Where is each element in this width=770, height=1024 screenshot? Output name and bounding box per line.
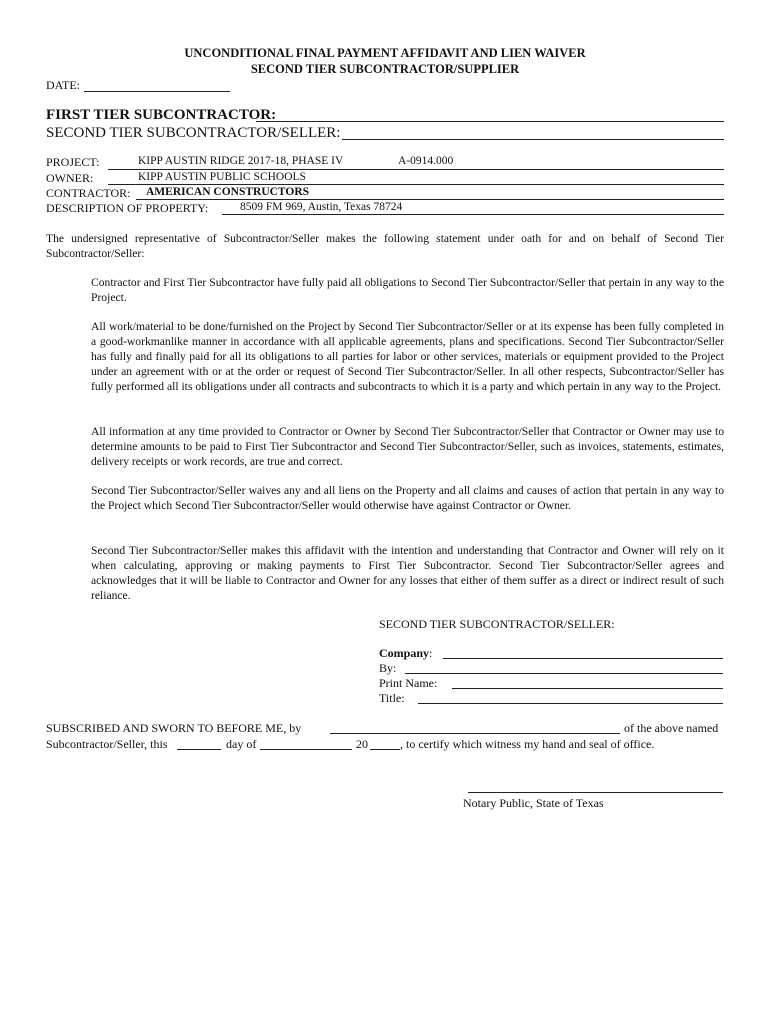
statement-paragraph-3: All information at any time provided to Contractor or Owner by Second Tier Subcontractor/Seller that Contractor or Owner may use to determine amounts to be paid to First Tier Subcontractor and Second Tier Subcontractor/Seller, such as invoices, statements, estimates, delivery receipts or work records, are true and correct. [91, 425, 724, 468]
date-label: DATE: [46, 78, 80, 92]
contractor-field-line[interactable] [136, 199, 724, 200]
month-field[interactable] [260, 749, 352, 750]
sworn-line2-c: 20 [356, 737, 368, 751]
project-number: A-0914.000 [398, 155, 454, 167]
company-label-text: Company [379, 646, 430, 660]
statement-paragraph-5: Second Tier Subcontractor/Seller makes this affidavit with the intention and understanding that Contractor and Owner will rely on it when calculating, approving or making payments to First Tier Subcontractor. Second Tier Subcontractor/Seller agrees and acknowledges that it will be liable to Contractor and Owner for any losses that either of them suffer as a direct or indirect result of such reliance. [91, 544, 724, 602]
document-title-line1: UNCONDITIONAL FINAL PAYMENT AFFIDAVIT AND LIEN WAIVER [184, 46, 586, 60]
date-field[interactable] [84, 91, 230, 92]
notary-signature-field[interactable] [468, 792, 723, 793]
print-name-label: Print Name: [379, 676, 438, 690]
signature-heading: SECOND TIER SUBCONTRACTOR/SELLER: [379, 617, 615, 631]
contractor-value: AMERICAN CONSTRUCTORS [146, 186, 310, 198]
first-tier-field[interactable] [256, 121, 724, 122]
first-tier-label: FIRST TIER SUBCONTRACTOR: [46, 107, 277, 123]
intro-paragraph: The undersigned representative of Subcontractor/Seller makes the following statement under oath for and on behalf of Second Tier Subcontractor/Seller: [46, 232, 724, 260]
statement-paragraph-4: Second Tier Subcontractor/Seller waives any and all liens on the Property and all claims and causes of action that pertain in any way to the Project which Second Tier Subcontractor/Seller would otherwise have against Contractor or Owner. [91, 484, 724, 512]
company-label [379, 646, 432, 661]
statement-paragraph-2: All work/material to be done/furnished on the Project by Second Tier Subcontractor/Seller or at its expense has been fully completed in a good-workmanlike manner in accordance with all applicable agreements, plans and specifications. Second Tier Subcontractor/Seller has fully and finally paid for all its obligations to all parties for labor or other services, materials or equipment provided to the Project under an agreement with or at the order or request of Second Tier Subcontractor/Seller. In all other respects, Subcontractor/Seller has fully performed all its obligations under all contracts and subcontracts to which it is a party and which pertain in any way to the Project. [91, 320, 724, 393]
owner-field-line[interactable] [108, 184, 724, 185]
project-field-line[interactable] [108, 169, 724, 170]
notary-label: Notary Public, State of Texas [463, 796, 604, 810]
year-field[interactable] [370, 749, 400, 750]
second-tier-field[interactable] [342, 139, 724, 140]
company-label-colon: : [429, 646, 433, 660]
property-field-line[interactable] [222, 214, 724, 215]
title-label: Title: [379, 691, 405, 705]
sworn-line2-a: Subcontractor/Seller, this [46, 737, 168, 751]
title-field[interactable] [418, 703, 723, 704]
property-label: DESCRIPTION OF PROPERTY: [46, 201, 209, 215]
sworn-line2-d: , to certify which witness my hand and seal of office. [400, 737, 655, 751]
sworn-line2-b: day of [226, 737, 257, 751]
second-tier-label: SECOND TIER SUBCONTRACTOR/SELLER: [46, 125, 341, 141]
sworn-prefix: SUBSCRIBED AND SWORN TO BEFORE ME, by [46, 721, 302, 735]
property-value: 8509 FM 969, Austin, Texas 78724 [240, 201, 403, 213]
owner-value: KIPP AUSTIN PUBLIC SCHOOLS [138, 171, 306, 183]
project-label: PROJECT: [46, 155, 100, 169]
document-title-line2: SECOND TIER SUBCONTRACTOR/SUPPLIER [250, 62, 520, 76]
by-label: By: [379, 661, 397, 675]
contractor-label: CONTRACTOR: [46, 186, 131, 200]
company-field[interactable] [443, 658, 723, 659]
project-value: KIPP AUSTIN RIDGE 2017-18, PHASE IV [138, 155, 344, 167]
owner-label: OWNER: [46, 171, 94, 185]
print-name-field[interactable] [452, 688, 723, 689]
sworn-by-field[interactable] [330, 733, 620, 734]
by-field[interactable] [405, 673, 723, 674]
sworn-suffix: of the above named [624, 721, 719, 735]
statement-paragraph-1: Contractor and First Tier Subcontractor have fully paid all obligations to Second Tier Subcontractor/Seller that pertain in any way to the Project. [91, 276, 724, 304]
day-field[interactable] [177, 749, 221, 750]
